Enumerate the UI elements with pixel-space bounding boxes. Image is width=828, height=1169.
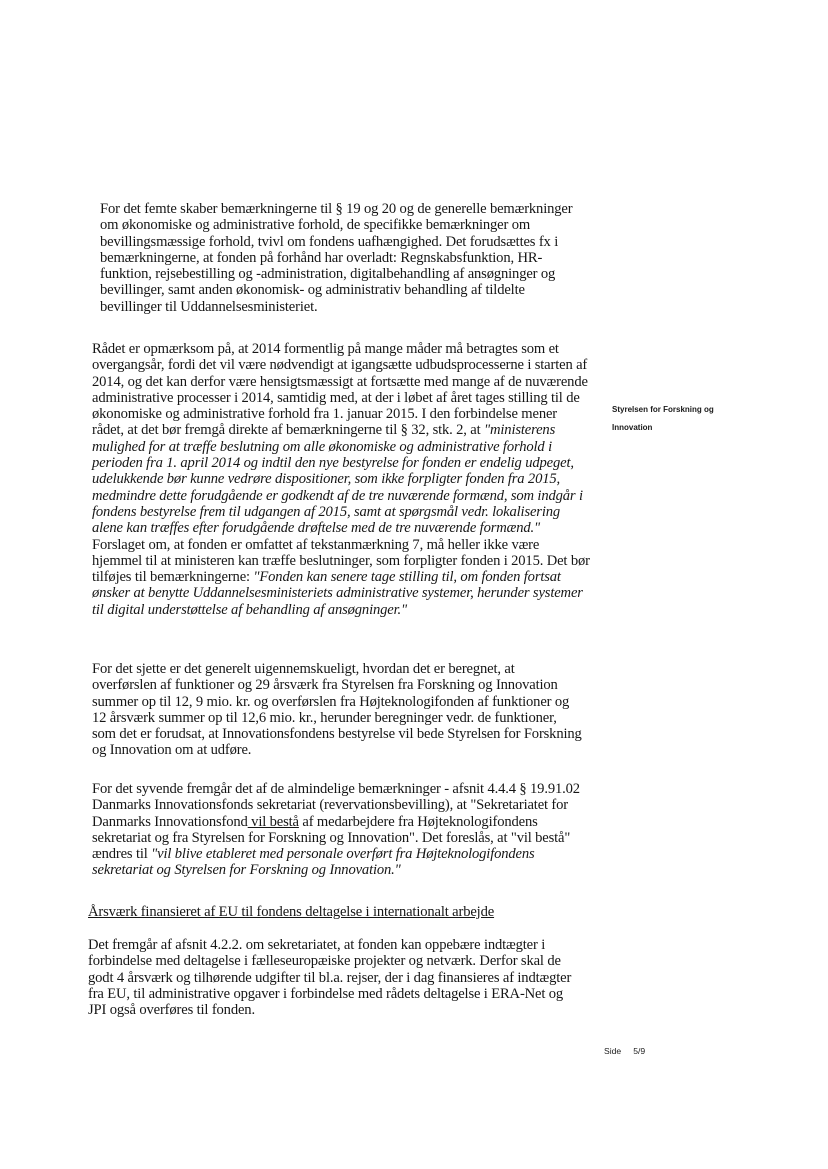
p4-text-cont: af medarbejdere fra Højteknologifondens sekretariat og fra Styrelsen for Forskning og Innovation". Det foreslås, at "vil bestå" ændres til bbox=[92, 813, 571, 863]
p1-line: om økonomiske og administrative forhold, de specifikke bemærkninger om bbox=[100, 217, 531, 234]
paragraph-sjette: For det sjette er det generelt uigennemskueligt, hvordan det er beregnet, at overførslen af funktioner og 29 årsværk fra Styrelsen fra Forskning og Innovation summer op til 12, 9 mio. kr. og overførslen fra Højteknologifonden af funktioner og 12 årsværk summer op til 12,6 mio. kr., herunder beregninger vedr. de funktioner, som det er forudsat, at Innovationsfondens bestyrelse vil bede Styrelsen for Forskning og Innovation om at udføre. bbox=[92, 661, 582, 759]
paragraph-syvende bbox=[92, 781, 587, 879]
p1-line: bevillinger, samt anden økonomisk- og administrativ behandling af tildelte bbox=[100, 282, 525, 299]
paragraph-raadet bbox=[92, 341, 592, 618]
footer-label: Side bbox=[604, 1046, 622, 1056]
page-footer bbox=[604, 1046, 645, 1056]
p4-quote: "vil blive etableret med personale overført fra Højteknologifondens sekretariat og Styrelsen for Forskning og Innovation." bbox=[92, 846, 535, 879]
p1-line: funktion, rejsebestilling og -administration, digitalbehandling af ansøgninger og bbox=[100, 266, 556, 283]
p2-text: Rådet er opmærksom på, at 2014 formentlig på mange måder må betragtes som et overgangsår, fordi det vil være nødvendigt at igangsætte udbudsprocesserne i starten af 2014, og det kan derfor være hensigtsmæssigt at fortsætte med mange af de nuværende administrative processer i 2014, samtidig med, at der i løbet af året tages stilling til de økonomiske og administrative forhold fra 1. januar 2015. I den forbindelse mener rådet, at det bør fremgå direkte af bemærkningerne til § 32, stk. 2, at bbox=[92, 341, 588, 439]
p2-text-forslaget: Forslaget om, at fonden er omfattet af tekstanmærkning 7, må heller ikke være hjemmel til at ministeren kan træffe beslutninger, som forpligter fonden i 2015. Det bør tilføjes til bemærkningerne: bbox=[92, 536, 590, 586]
sender-sidebar bbox=[612, 401, 762, 437]
p1-line: bevillingsmæssige forhold, tvivl om fondens uafhængighed. Det forudsættes fx i bbox=[100, 233, 559, 250]
sidebar-line: Styrelsen for Forskning og bbox=[612, 405, 714, 414]
paragraph-aarsvaerk: Det fremgår af afsnit 4.2.2. om sekretariatet, at fonden kan oppebære indtægter i forbindelse med deltagelse i fælleseuropæiske projekter og netværk. Derfor skal de godt 4 årsværk og tilhørende udgifter til bl.a. rejser, der i dag finansieres af indtægter fra EU, til administrative opgaver i forbindelse med rådets deltagelse i ERA-Net og JPI også overføres til fonden. bbox=[88, 937, 572, 1019]
sidebar-line: Innovation bbox=[612, 423, 653, 432]
p2-quote-fonden: "Fonden kan senere tage stilling til, om fonden fortsat ønsker at benytte Uddannelsesministeriets administrative systemer, herunder systemer til digital understøttelse af behandling af ansøgninger." bbox=[92, 569, 583, 618]
paragraph-femte bbox=[100, 201, 590, 315]
p4-text: For det syvende fremgår det af de almindelige bemærkninger - afsnit 4.4.4 § 19.91.02 Danmarks Innovationsfonds sekretariat (revervationsbevilling), at "Sekretariatet for Danmarks Innovationsfond bbox=[92, 781, 580, 830]
p4-underlined-vil-bestaa: vil bestå bbox=[247, 813, 299, 830]
section-heading: Årsværk finansieret af EU til fondens deltagelse i internationalt arbejde bbox=[88, 904, 495, 920]
p1-line: For det femte skaber bemærkningerne til § 19 og 20 og de generelle bemærkninger bbox=[100, 201, 573, 217]
page-number: 5/9 bbox=[633, 1046, 646, 1056]
p2-quote-ministerens: "ministerens mulighed for at træffe beslutning om alle økonomiske og administrative forhold i perioden fra 1. april 2014 og indtil den nye bestyrelse for fonden er endelig udpeget, udelukkende bør kunne vedrøre dispositioner, som ikke forpligter fonden fra 2015, medmindre dette forudgående er godkendt af de tre nuværende formænd, som indgår i fondens bestyrelse frem til udgangen af 2015, samt at spørgsmål vedr. lokalisering alene kan træffes efter forudgående drøftelse med de tre nuværende formænd." bbox=[92, 422, 583, 537]
p1-line: bevillinger til Uddannelsesministeriet. bbox=[100, 298, 318, 315]
p1-line: bemærkningerne, at fonden på forhånd har overladt: Regnskabsfunktion, HR- bbox=[100, 249, 543, 266]
